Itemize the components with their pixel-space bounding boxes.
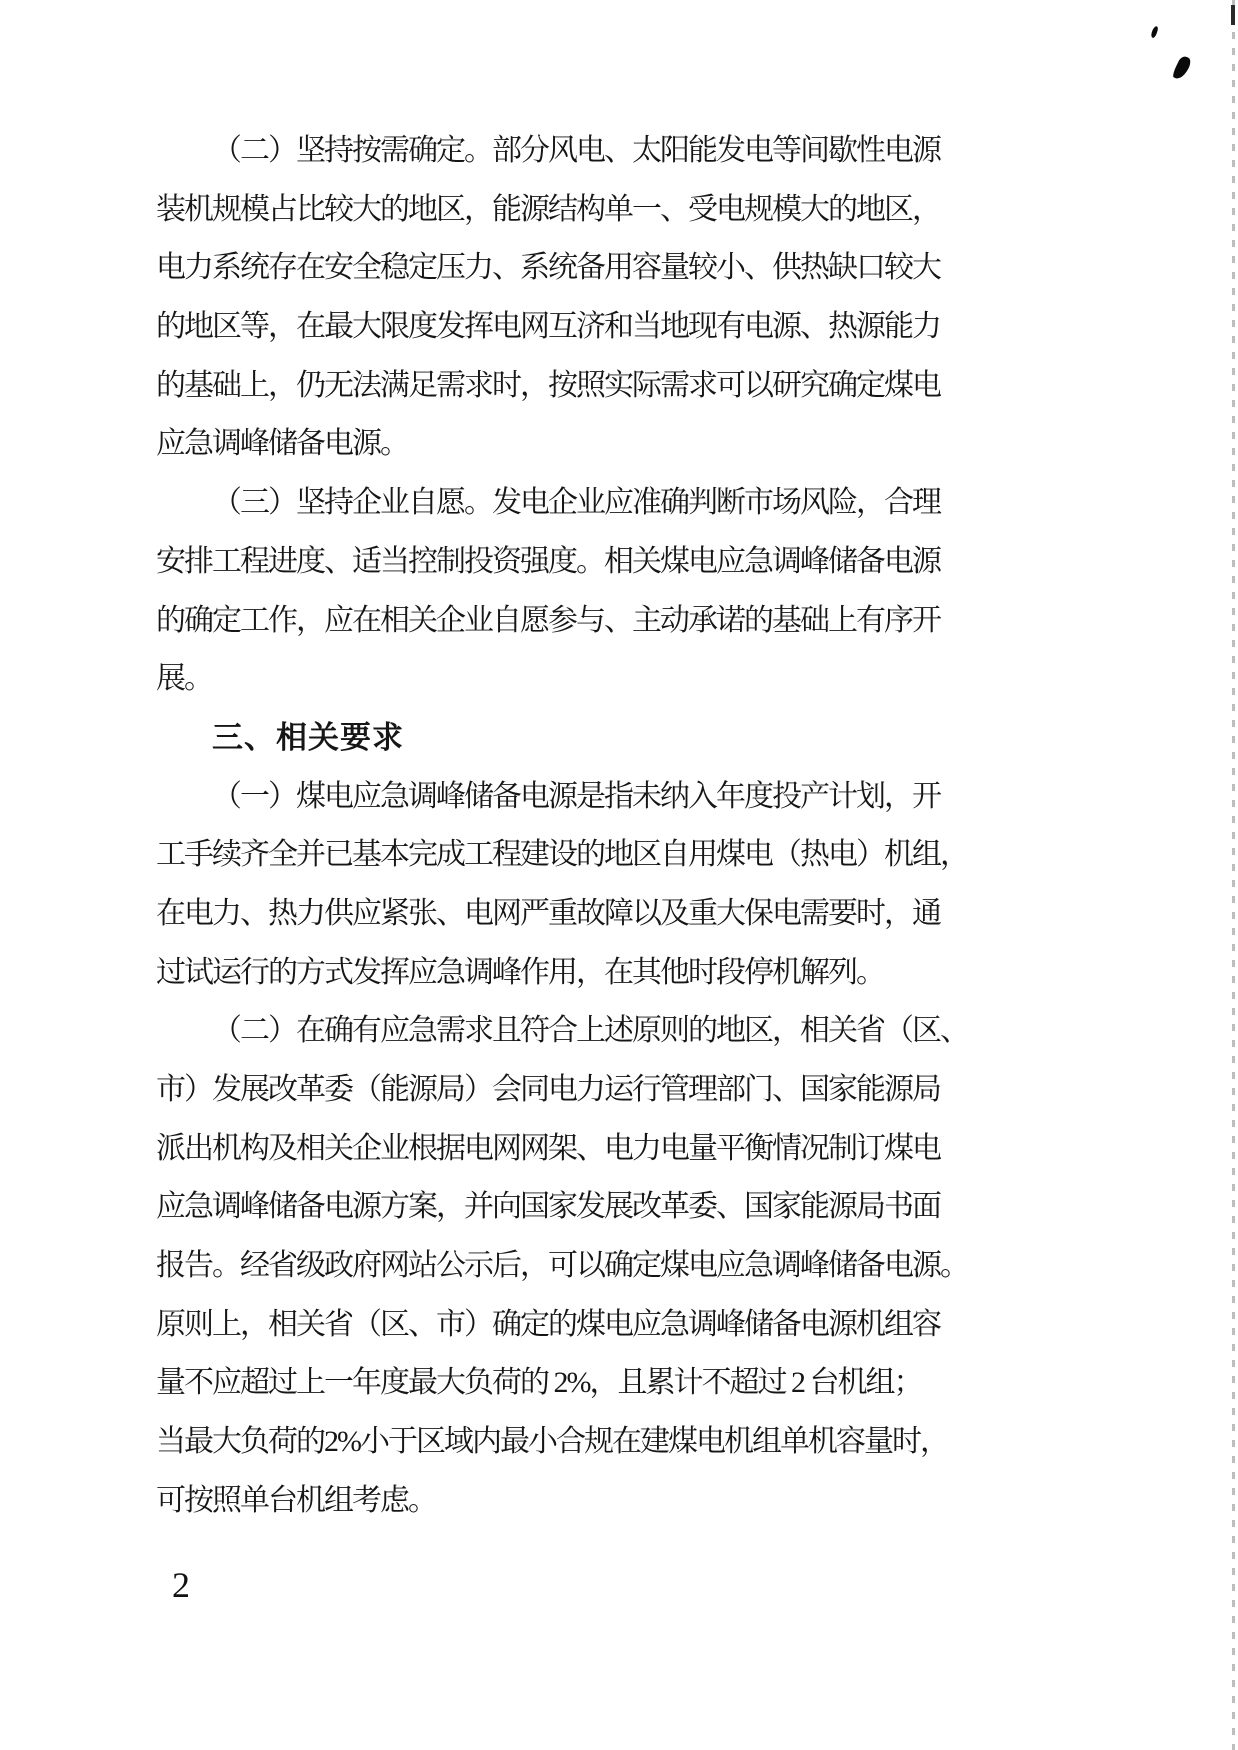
scan-edge-top-artifact: [1231, 5, 1235, 25]
scan-edge-artifact: [1232, 0, 1235, 1750]
text-line: 过试运行的方式发挥应急调峰作用，在其他时段停机解列。: [156, 955, 884, 989]
text-line: 工手续齐全并已基本完成工程建设的地区自用煤电（热电）机组，: [156, 838, 968, 872]
paragraph: [156, 122, 942, 474]
text-line: 应急调峰储备电源方案，并向国家发展改革委、国家能源局书面: [156, 1190, 940, 1224]
text-line: 展。: [156, 662, 212, 696]
text-line: 三、相关要求: [212, 719, 404, 755]
text-line: （三）坚持企业自愿。发电企业应准确判断市场风险，合理: [212, 486, 940, 520]
text-line: 安排工程进度、适当控制投资强度。相关煤电应急调峰储备电源: [156, 544, 940, 578]
ink-stroke-artifact: [1171, 55, 1192, 82]
paragraph: [156, 768, 968, 1003]
document-body: [156, 122, 968, 1531]
text-line: 装机规模占比较大的地区，能源结构单一、受电规模大的地区，: [156, 192, 940, 226]
section-heading: [156, 709, 942, 768]
text-line: 市）发展改革委（能源局）会同电力运行管理部门、国家能源局: [156, 1073, 940, 1106]
text-line: 原则上，相关省（区、市）确定的煤电应急调峰储备电源机组容: [156, 1307, 940, 1341]
text-line: （二）在确有应急需求且符合上述原则的地区，相关省（区、: [212, 1014, 968, 1048]
text-line: （二）坚持按需确定。部分风电、太阳能发电等间歇性电源: [212, 134, 940, 167]
text-line: 的基础上，仍无法满足需求时，按照实际需求可以研究确定煤电: [156, 368, 940, 402]
text-line: 在电力、热力供应紧张、电网严重故障以及重大保电需要时，通: [156, 896, 940, 930]
text-line: 报告。经省级政府网站公示后，可以确定煤电应急调峰储备电源。: [156, 1249, 968, 1283]
paragraph: [156, 474, 942, 709]
text-line: 的地区等，在最大限度发挥电网互济和当地现有电源、热源能力: [156, 310, 940, 344]
text-line: 应急调峰储备电源。: [156, 427, 408, 461]
text-line: （一）煤电应急调峰储备电源是指未纳入年度投产计划，开: [212, 779, 940, 813]
text-line: 的确定工作，应在相关企业自愿参与、主动承诺的基础上有序开: [156, 603, 940, 637]
paragraph: [156, 1002, 968, 1530]
text-line: 当最大负荷的2%小于区域内最小合规在建煤电机组单机容量时，: [156, 1425, 948, 1459]
text-line: 可按照单台机组考虑。: [156, 1483, 436, 1517]
ink-speck-artifact: [1150, 26, 1158, 39]
text-line: 电力系统存在安全稳定压力、系统备用容量较小、供热缺口较大: [156, 251, 940, 285]
text-line: 量不应超过上一年度最大负荷的 2%，且累计不超过 2 台机组；: [156, 1366, 922, 1400]
page-number: 2: [172, 1565, 190, 1605]
text-line: 派出机构及相关企业根据电网网架、电力电量平衡情况制订煤电: [156, 1131, 940, 1165]
